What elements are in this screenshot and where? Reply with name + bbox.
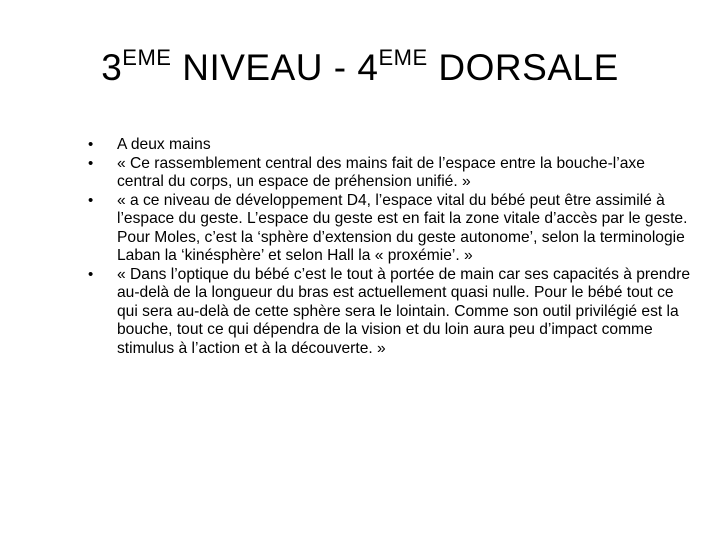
title-superscript-2: EME bbox=[378, 45, 428, 70]
bullet-item bbox=[90, 266, 690, 359]
bullet-text: « Dans l’optique du bébé c’est le tout à portée de main car ses capacités à prendre au-delà de la longueur du bras est actuellement quasi nulle. Pour le bébé tout ce qui sera au-delà de cette sphère sera le lointain. Comme son outil privilégié est la bouche, tout ce qui dépendra de la vision et du loin aura peu d’impact comme stimulus à l’action et à la découverte. » bbox=[117, 265, 690, 357]
bullet-text: « Ce rassemblement central des mains fait de l’espace entre la bouche-l’axe central du corps, un espace de préhension unifié. » bbox=[117, 154, 645, 190]
bullet-text: « a ce niveau de développement D4, l’espace vital du bébé peut être assimilé à l’espace du geste. L’espace du geste est en fait la zone vitale d’accès par le geste. Pour Moles, c’est la ‘sphère d’extension du geste autonome’, selon la terminologie Laban la ‘kinésphère’ et selon Hall la « proxémie’. » bbox=[117, 191, 688, 264]
title-part-2: NIVEAU - 4 bbox=[171, 47, 379, 88]
bullet-item bbox=[90, 155, 690, 192]
bullet-item bbox=[90, 192, 690, 266]
title-superscript-1: EME bbox=[122, 45, 172, 70]
bullet-list bbox=[90, 136, 690, 358]
bullet-icon: • bbox=[88, 265, 94, 283]
title-part-3: DORSALE bbox=[427, 47, 619, 88]
title-part-1: 3 bbox=[101, 47, 123, 88]
bullet-text: A deux mains bbox=[117, 136, 211, 153]
bullet-icon: • bbox=[88, 136, 94, 153]
bullet-icon: • bbox=[88, 154, 94, 172]
slide-title bbox=[0, 44, 720, 97]
bullet-icon: • bbox=[88, 191, 94, 209]
bullet-item bbox=[90, 136, 690, 155]
